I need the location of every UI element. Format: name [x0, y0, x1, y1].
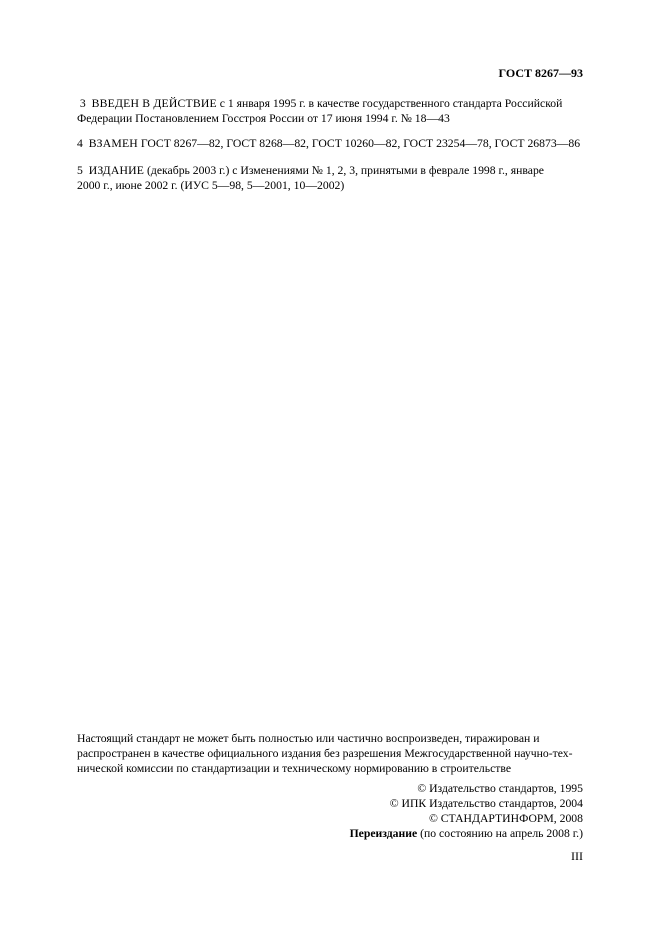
item-text: (декабрь 2003 г.) с Изменениями № 1, 2, 3, принятыми в феврале 1998 г., январе [144, 164, 544, 177]
item-number: 4 [77, 137, 83, 150]
reprint-date: (по состоянию на апрель 2008 г.) [417, 827, 583, 840]
item-text: ГОСТ 8267—82, ГОСТ 8268—82, ГОСТ 10260—82, ГОСТ 23254—78, ГОСТ 26873—86 [137, 137, 581, 150]
reproduction-notice [77, 731, 583, 776]
item-lead: ИЗДАНИЕ [88, 164, 145, 177]
item-number: 5 [77, 164, 83, 177]
item-text: с 1 января 1995 г. в качестве государственного стандарта Российской [216, 97, 563, 110]
item-text-continued: Федерации Постановлением Госстроя России от 17 июня 1994 г. № 18—43 [77, 112, 450, 125]
item-lead: ВВЕДЕН В ДЕЙСТВИЕ [91, 97, 217, 110]
copyright-line: © СТАНДАРТИНФОРМ, 2008 [428, 812, 583, 825]
reprint-line [350, 826, 583, 841]
notice-line: нической комиссии по стандартизации и техническому нормированию в строительстве [77, 762, 512, 775]
page-header-standard: ГОСТ 8267—93 [498, 66, 583, 80]
page-number: III [571, 849, 583, 863]
copyright-block [350, 781, 583, 841]
copyright-line: © Издательство стандартов, 1995 [417, 782, 583, 795]
item-replaces [77, 136, 583, 151]
notice-line: распространен в качестве официального издания без разрешения Межгосударственной научно-тех- [77, 747, 573, 760]
copyright-line: © ИПК Издательство стандартов, 2004 [389, 797, 583, 810]
notice-line: Настоящий стандарт не может быть полностью или частично воспроизведен, тиражирован и [77, 732, 540, 745]
item-text-continued: 2000 г., июне 2002 г. (ИУС 5—98, 5—2001, 10—2002) [77, 179, 345, 192]
reprint-label: Переиздание [349, 827, 418, 840]
item-number: 3 [79, 97, 86, 110]
item-edition [77, 163, 583, 193]
item-introduced [77, 96, 583, 126]
item-lead: ВЗАМЕН [88, 137, 138, 150]
